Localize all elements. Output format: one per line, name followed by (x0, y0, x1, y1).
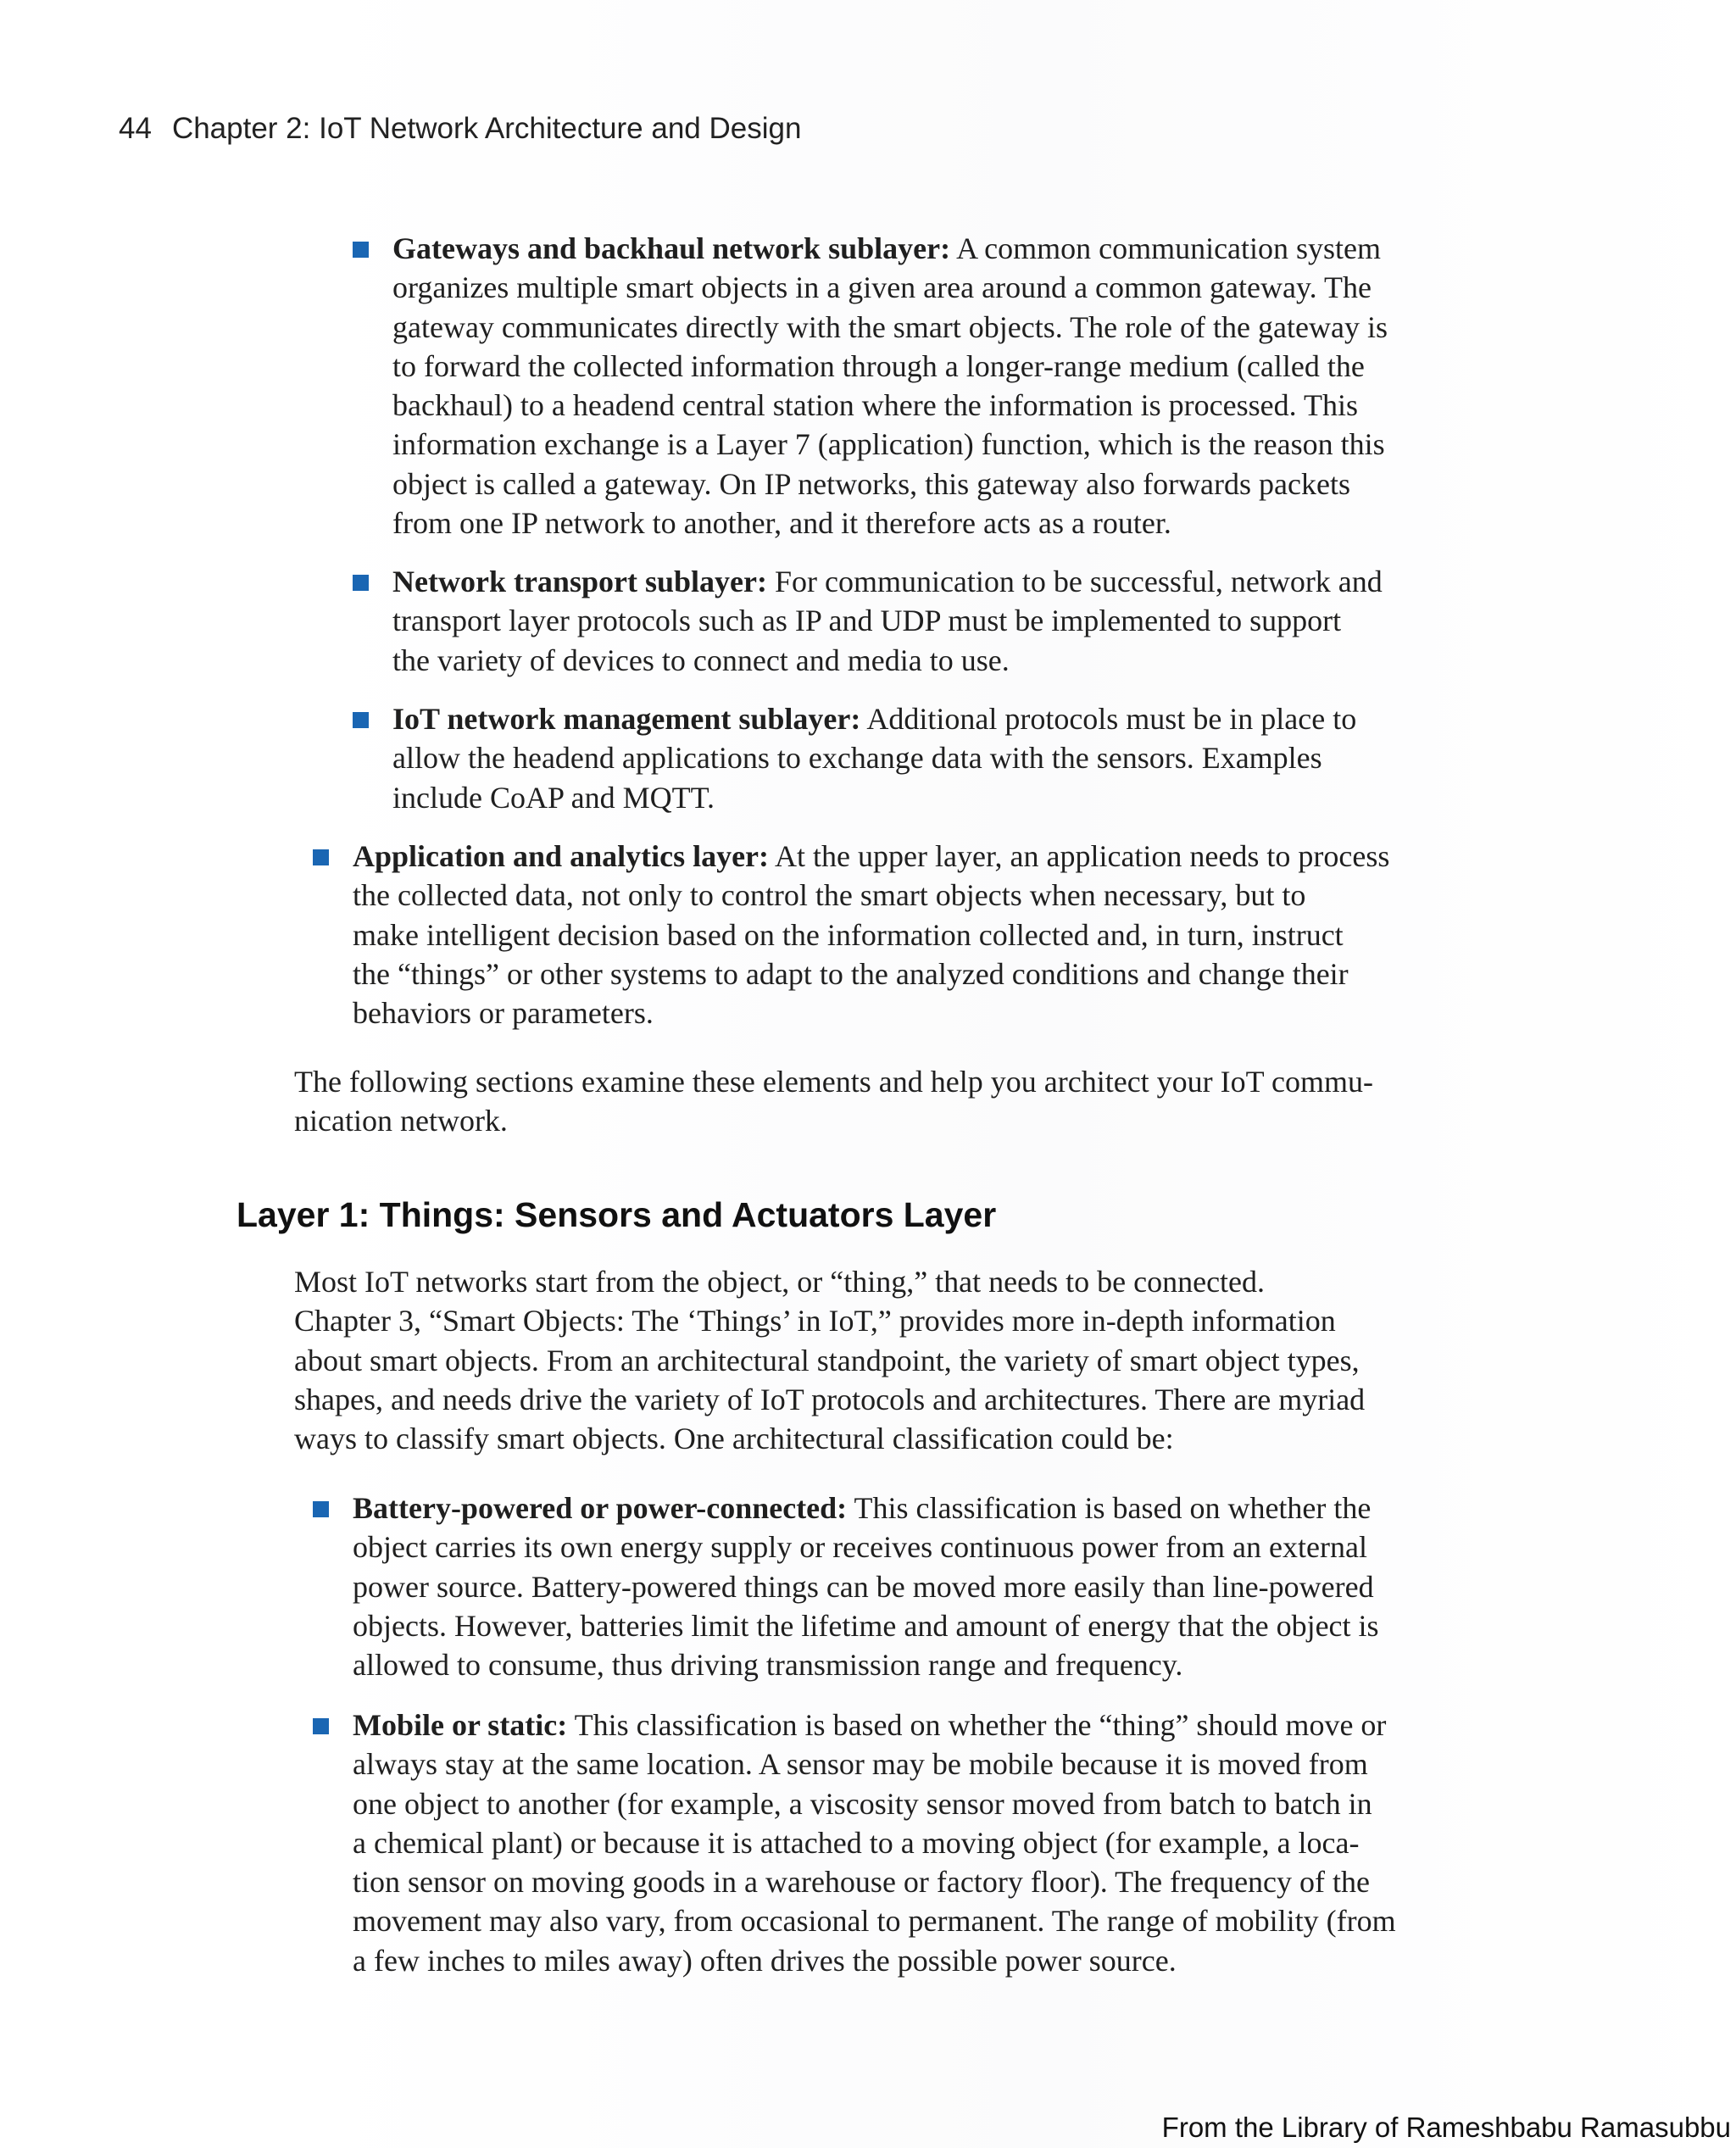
line: the “things” or other systems to adapt to the analyzed conditions and change their (353, 956, 1349, 991)
page-number: 44 (119, 112, 152, 145)
line: about smart objects. From an architectural standpoint, the variety of smart object types, (294, 1343, 1360, 1377)
running-head (119, 112, 801, 146)
line: from one IP network to another, and it therefore acts as a router. (392, 506, 1171, 541)
line: ways to classify smart objects. One architectural classification could be: (294, 1422, 1174, 1456)
line: Most IoT networks start from the object, or “thing,” that needs to be connected. (294, 1265, 1266, 1299)
bullet-battery-powered (353, 1489, 1379, 1684)
line: always stay at the same location. A sensor may be mobile because it is moved from (353, 1747, 1368, 1782)
line: a chemical plant) or because it is attached to a moving object (for example, a loca- (353, 1825, 1360, 1860)
line: organizes multiple smart objects in a given area around a common gateway. The (392, 270, 1372, 305)
bullet-lead: Mobile or static: (353, 1708, 568, 1742)
chapter-title: Chapter 2: IoT Network Architecture and Design (171, 112, 802, 145)
line: For communication to be successful, network and (774, 565, 1383, 598)
bullet-square-icon (353, 242, 369, 258)
line: At the upper layer, an application needs to process (775, 839, 1390, 873)
line: make intelligent decision based on the information collected and, in turn, instruct (353, 917, 1344, 952)
bullet-square-icon (313, 849, 329, 865)
line: This classification is based on whether the (854, 1491, 1372, 1525)
bullet-lead: Application and analytics layer: (353, 839, 770, 873)
line: shapes, and needs drive the variety of IoT protocols and architectures. There are myriad (294, 1382, 1366, 1416)
line: one object to another (for example, a viscosity sensor moved from batch to batch in (353, 1786, 1372, 1821)
line: A common communication system (956, 231, 1382, 265)
line: backhaul) to a headend central station where the information is processed. This (392, 388, 1358, 423)
line: power source. Battery-powered things can be moved more easily than line-powered (353, 1569, 1374, 1604)
line: the collected data, not only to control the smart objects when necessary, but to (353, 878, 1306, 913)
line: information exchange is a Layer 7 (application) function, which is the reason this (392, 427, 1385, 462)
bullet-square-icon (353, 575, 369, 591)
bullet-square-icon (353, 712, 369, 728)
line: a few inches to miles away) often drives the possible power source. (353, 1943, 1177, 1978)
line: behaviors or parameters. (353, 996, 654, 1031)
line: The following sections examine these elements and help you architect your IoT commu- (294, 1065, 1373, 1099)
line: include CoAP and MQTT. (392, 780, 715, 815)
library-footer: From the Library of Rameshbabu Ramasubbu (1161, 2112, 1731, 2143)
line: objects. However, batteries limit the lifetime and amount of energy that the object is (353, 1608, 1379, 1643)
line: gateway communicates directly with the smart objects. The role of the gateway is (392, 309, 1388, 344)
bullet-mobile-static (353, 1706, 1396, 1980)
line: transport layer protocols such as IP and UDP must be implemented to support (392, 604, 1342, 638)
bullet-lead: Gateways and backhaul network sublayer: (392, 231, 951, 265)
line: Additional protocols must be in place to (866, 702, 1357, 736)
line: nication network. (294, 1104, 508, 1138)
bullet-lead: IoT network management sublayer: (392, 702, 861, 736)
line: object carries its own energy supply or receives continuous power from an external (353, 1530, 1367, 1565)
following-sections-paragraph (294, 1062, 1373, 1141)
line: Chapter 3, “Smart Objects: The ‘Things’ in IoT,” provides more in-depth information (294, 1304, 1336, 1338)
line: the variety of devices to connect and media to use. (392, 643, 1010, 677)
bullet-lead: Network transport sublayer: (392, 565, 767, 598)
sub-bullet-gateways (392, 229, 1388, 543)
sub-bullet-network-transport (392, 562, 1383, 680)
line: tion sensor on moving goods in a warehouse or factory floor). The frequency of the (353, 1865, 1371, 1900)
section-heading: Layer 1: Things: Sensors and Actuators Layer (236, 1195, 997, 1234)
bullet-square-icon (313, 1501, 329, 1517)
bullet-lead: Battery-powered or power-connected: (353, 1491, 848, 1525)
section-intro-paragraph (294, 1262, 1365, 1458)
sub-bullet-network-management (392, 699, 1356, 817)
line: movement may also vary, from occasional to permanent. The range of mobility (from (353, 1904, 1396, 1939)
line: to forward the collected information through a longer-range medium (called the (392, 348, 1365, 383)
line: allowed to consume, thus driving transmission range and frequency. (353, 1648, 1183, 1683)
bullet-square-icon (313, 1718, 329, 1734)
line: object is called a gateway. On IP networks, this gateway also forwards packets (392, 466, 1350, 501)
bullet-application-layer (353, 837, 1389, 1032)
line: This classification is based on whether the “thing” should move or (574, 1708, 1387, 1742)
line: allow the headend applications to exchange data with the sensors. Examples (392, 741, 1322, 776)
